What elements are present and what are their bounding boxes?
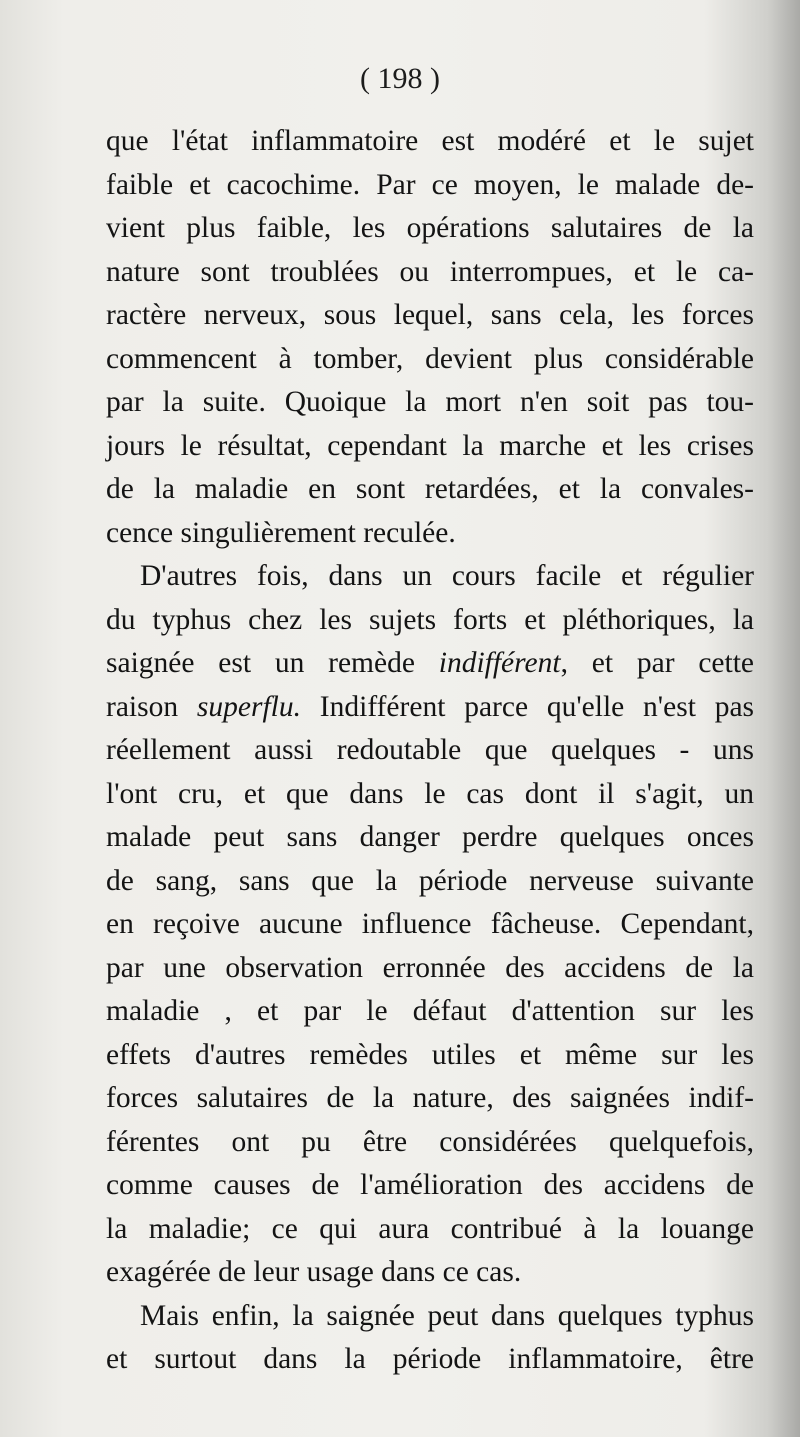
text-line: D'autres fois, dans un cours facile et régulier — [140, 560, 754, 592]
text-line: en reçoive aucune influence fâcheuse. Cependant, — [106, 908, 754, 940]
text-run: saignée est un remède — [106, 647, 415, 679]
italic-run: indifférent — [438, 647, 561, 679]
page-text — [106, 120, 754, 1382]
text-line: férentes ont pu être considérées quelquefois, — [106, 1125, 754, 1158]
text-line: malade peut sans danger perdre quelques onces — [106, 821, 754, 853]
text-line: commencent à tomber, devient plus considérable — [106, 342, 754, 375]
text-line: effets d'autres remèdes utiles et même sur les — [106, 1038, 754, 1071]
paragraph-3 — [106, 1295, 754, 1382]
page-number: ( 198 ) — [360, 62, 440, 95]
text-line: vient plus faible, les opérations salutaires de la — [106, 212, 754, 244]
text-run: raison — [106, 690, 179, 723]
text-line: faible et cacochime. Par ce moyen, le malade de- — [106, 168, 754, 201]
text-line: et surtout dans la période inflammatoire, être — [106, 1343, 754, 1375]
text-line: Mais enfin, la saignée peut dans quelques typhus — [140, 1299, 754, 1332]
text-line: de sang, sans que la période nerveuse suivante — [106, 864, 754, 897]
text-line — [106, 642, 754, 686]
text-line: maladie , et par le défaut d'attention sur les — [106, 995, 754, 1027]
text-line: par une observation erronnée des accidens de la — [106, 951, 754, 984]
italic-run: superflu. — [196, 690, 301, 723]
text-line: l'ont cru, et que dans le cas dont il s'agit, un — [106, 777, 754, 810]
paragraph-2 — [106, 555, 754, 1295]
text-line — [106, 686, 754, 730]
text-line: du typhus chez les sujets forts et pléthoriques, la — [106, 603, 754, 636]
text-line: comme causes de l'amélioration des accidens de — [106, 1169, 754, 1201]
text-line: forces salutaires de la nature, des saignées indif- — [106, 1082, 754, 1114]
text-run: , et par cette — [560, 647, 754, 679]
text-line: la maladie; ce qui aura contribué à la louange — [106, 1212, 754, 1245]
text-line: nature sont troublées ou interrompues, et le ca- — [106, 255, 754, 288]
text-line: ractère nerveux, sous lequel, sans cela, les forces — [106, 299, 754, 331]
paragraph-1 — [106, 120, 754, 555]
text-line: par la suite. Quoique la mort n'en soit pas tou- — [106, 386, 754, 418]
text-line: exagérée de leur usage dans ce cas. — [106, 1256, 522, 1288]
text-line: de la maladie en sont retardées, et la convales- — [106, 473, 754, 505]
text-line: réellement aussi redoutable que quelques - uns — [106, 734, 754, 766]
text-line: jours le résultat, cependant la marche et les crises — [106, 429, 754, 462]
text-line: cence singulièrement reculée. — [106, 516, 456, 549]
text-run: Indifférent parce qu'elle n'est pas — [319, 690, 755, 723]
text-line: que l'état inflammatoire est modéré et le sujet — [106, 125, 754, 157]
